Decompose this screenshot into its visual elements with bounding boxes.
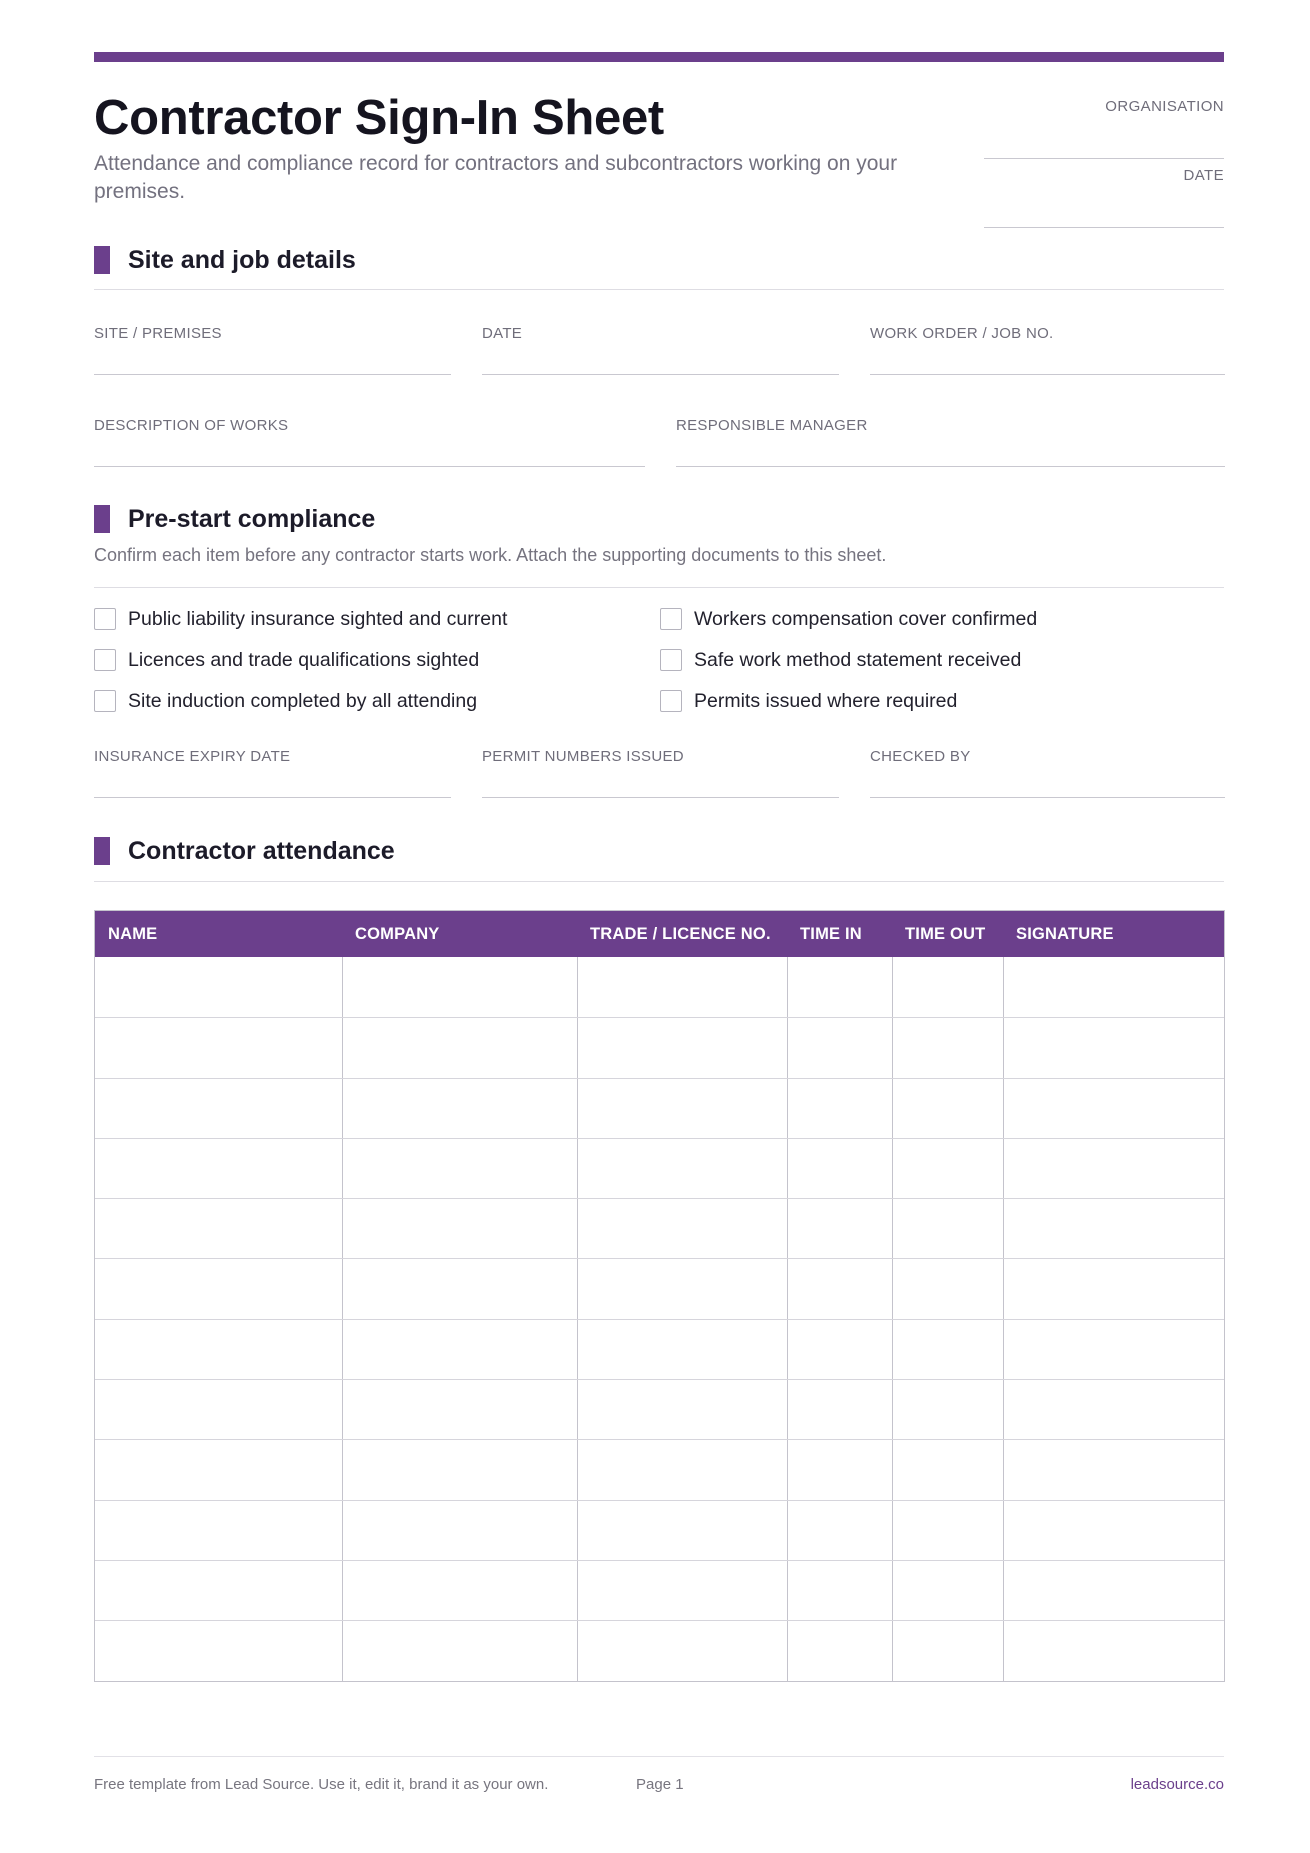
signature-cell[interactable] (1003, 1079, 1223, 1138)
time-out-cell[interactable] (892, 1621, 1003, 1680)
permit-numbers-field[interactable] (482, 748, 839, 798)
checkbox[interactable] (94, 608, 116, 630)
time-in-cell[interactable] (787, 1380, 892, 1439)
trade-cell[interactable] (577, 1199, 787, 1258)
company-cell[interactable] (342, 1320, 577, 1379)
site-premises-label: SITE / PREMISES (94, 325, 222, 342)
signature-cell[interactable] (1003, 1380, 1223, 1439)
trade-cell[interactable] (577, 1079, 787, 1138)
table-row (95, 1138, 1224, 1198)
trade-cell[interactable] (577, 957, 787, 1017)
time-in-cell[interactable] (787, 957, 892, 1017)
name-cell[interactable] (95, 1440, 342, 1499)
manager-label: RESPONSIBLE MANAGER (676, 417, 868, 434)
time-in-cell[interactable] (787, 1079, 892, 1138)
column-header-time-out: TIME OUT (905, 925, 986, 943)
time-out-cell[interactable] (892, 1139, 1003, 1198)
time-out-cell[interactable] (892, 1259, 1003, 1318)
signature-cell[interactable] (1003, 1621, 1223, 1680)
footer-note: Free template from Lead Source. Use it, edit it, brand it as your own. (94, 1776, 549, 1793)
column-header-trade: TRADE / LICENCE NO. (590, 925, 771, 943)
section-site-details (94, 244, 1224, 290)
trade-cell[interactable] (577, 1139, 787, 1198)
time-in-cell[interactable] (787, 1501, 892, 1560)
table-row (95, 1198, 1224, 1258)
company-cell[interactable] (342, 1079, 577, 1138)
signature-cell[interactable] (1003, 1501, 1223, 1560)
signature-cell[interactable] (1003, 1561, 1223, 1620)
company-cell[interactable] (342, 1018, 577, 1077)
name-cell[interactable] (95, 1561, 342, 1620)
top-accent-bar (94, 52, 1224, 62)
compliance-note: Confirm each item before any contractor starts work. Attach the supporting documents to this sheet. (94, 545, 887, 565)
name-cell[interactable] (95, 1259, 342, 1318)
signature-cell[interactable] (1003, 957, 1223, 1017)
signature-cell[interactable] (1003, 1199, 1223, 1258)
time-out-cell[interactable] (892, 1440, 1003, 1499)
name-cell[interactable] (95, 1199, 342, 1258)
time-in-cell[interactable] (787, 1561, 892, 1620)
time-in-cell[interactable] (787, 1621, 892, 1680)
attendance-table (94, 910, 1225, 1682)
checked-by-label: CHECKED BY (870, 748, 971, 765)
checklist-label: Public liability insurance sighted and current (128, 608, 508, 630)
work-order-field[interactable] (870, 325, 1225, 375)
trade-cell[interactable] (577, 1018, 787, 1077)
table-row (95, 1620, 1224, 1680)
company-cell[interactable] (342, 1621, 577, 1680)
site-date-label: DATE (482, 325, 523, 342)
time-out-cell[interactable] (892, 1380, 1003, 1439)
table-row (95, 1560, 1224, 1620)
time-in-cell[interactable] (787, 1018, 892, 1077)
signature-cell[interactable] (1003, 1139, 1223, 1198)
section-marker (94, 246, 110, 274)
name-cell[interactable] (95, 1621, 342, 1680)
company-cell[interactable] (342, 1561, 577, 1620)
insurance-expiry-label: INSURANCE EXPIRY DATE (94, 748, 291, 765)
organisation-field[interactable] (984, 90, 1224, 159)
time-in-cell[interactable] (787, 1440, 892, 1499)
column-header-signature: SIGNATURE (1016, 925, 1114, 943)
checkbox[interactable] (660, 649, 682, 671)
trade-cell[interactable] (577, 1501, 787, 1560)
manager-field[interactable] (676, 417, 1225, 467)
name-cell[interactable] (95, 1501, 342, 1560)
name-cell[interactable] (95, 1139, 342, 1198)
company-cell[interactable] (342, 1199, 577, 1258)
trade-cell[interactable] (577, 1561, 787, 1620)
document-header (94, 90, 1224, 220)
name-cell[interactable] (95, 957, 342, 1017)
section-title: Site and job details (128, 246, 356, 274)
signature-cell[interactable] (1003, 1259, 1223, 1318)
site-premises-field[interactable] (94, 325, 451, 375)
company-cell[interactable] (342, 1440, 577, 1499)
checkbox[interactable] (94, 690, 116, 712)
checkbox[interactable] (660, 690, 682, 712)
company-cell[interactable] (342, 957, 577, 1017)
time-out-cell[interactable] (892, 1501, 1003, 1560)
checklist-label: Site induction completed by all attending (128, 690, 478, 712)
name-cell[interactable] (95, 1079, 342, 1138)
checklist-label: Licences and trade qualifications sighted (128, 649, 480, 671)
table-row (95, 1017, 1224, 1077)
name-cell[interactable] (95, 1320, 342, 1379)
time-out-cell[interactable] (892, 1018, 1003, 1077)
header-date-label: DATE (1183, 167, 1224, 184)
page-number: Page 1 (636, 1776, 684, 1793)
time-out-cell[interactable] (892, 1320, 1003, 1379)
insurance-expiry-field[interactable] (94, 748, 451, 798)
table-row (95, 1439, 1224, 1499)
section-attendance (94, 835, 1224, 882)
table-body (95, 957, 1224, 1681)
table-row (95, 1078, 1224, 1138)
work-order-label: WORK ORDER / JOB NO. (870, 325, 1054, 342)
column-header-name: NAME (108, 925, 158, 943)
section-title: Pre-start compliance (128, 505, 376, 533)
time-out-cell[interactable] (892, 1199, 1003, 1258)
time-in-cell[interactable] (787, 1259, 892, 1318)
company-cell[interactable] (342, 1139, 577, 1198)
company-cell[interactable] (342, 1259, 577, 1318)
company-cell[interactable] (342, 1501, 577, 1560)
section-marker (94, 505, 110, 533)
table-header (95, 911, 1224, 957)
page-title: Contractor Sign-In Sheet (94, 91, 664, 145)
column-header-time-in: TIME IN (800, 925, 862, 943)
signature-cell[interactable] (1003, 1320, 1223, 1379)
trade-cell[interactable] (577, 1259, 787, 1318)
table-row (95, 1500, 1224, 1560)
time-in-cell[interactable] (787, 1320, 892, 1379)
section-marker (94, 837, 110, 865)
header-date-field[interactable] (984, 159, 1224, 228)
column-header-company: COMPANY (355, 925, 440, 943)
site-date-field[interactable] (482, 325, 839, 375)
checkbox[interactable] (94, 649, 116, 671)
signature-cell[interactable] (1003, 1440, 1223, 1499)
description-field[interactable] (94, 417, 645, 467)
time-out-cell[interactable] (892, 957, 1003, 1017)
page-subtitle: Attendance and compliance record for contractors and subcontractors working on your premises. (94, 152, 898, 203)
trade-cell[interactable] (577, 1440, 787, 1499)
time-in-cell[interactable] (787, 1139, 892, 1198)
trade-cell[interactable] (577, 1380, 787, 1439)
description-label: DESCRIPTION OF WORKS (94, 417, 289, 434)
name-cell[interactable] (95, 1380, 342, 1439)
time-in-cell[interactable] (787, 1199, 892, 1258)
organisation-label: ORGANISATION (1105, 98, 1224, 115)
section-title: Contractor attendance (128, 837, 395, 865)
footer-link[interactable]: leadsource.co (1130, 1776, 1224, 1793)
time-out-cell[interactable] (892, 1079, 1003, 1138)
organisation-date-block (984, 90, 1224, 228)
name-cell[interactable] (95, 1018, 342, 1077)
checklist-label: Workers compensation cover confirmed (694, 608, 1038, 630)
table-row (95, 1258, 1224, 1318)
time-out-cell[interactable] (892, 1561, 1003, 1620)
company-cell[interactable] (342, 1380, 577, 1439)
signature-cell[interactable] (1003, 1018, 1223, 1077)
trade-cell[interactable] (577, 1320, 787, 1379)
checklist-label: Safe work method statement received (694, 649, 1022, 671)
table-row (95, 957, 1224, 1017)
trade-cell[interactable] (577, 1621, 787, 1680)
checked-by-field[interactable] (870, 748, 1225, 798)
table-row (95, 1379, 1224, 1439)
table-row (95, 1319, 1224, 1379)
checkbox[interactable] (660, 608, 682, 630)
permit-numbers-label: PERMIT NUMBERS ISSUED (482, 748, 684, 765)
checklist-label: Permits issued where required (694, 690, 958, 712)
page-footer (94, 1756, 1224, 1796)
